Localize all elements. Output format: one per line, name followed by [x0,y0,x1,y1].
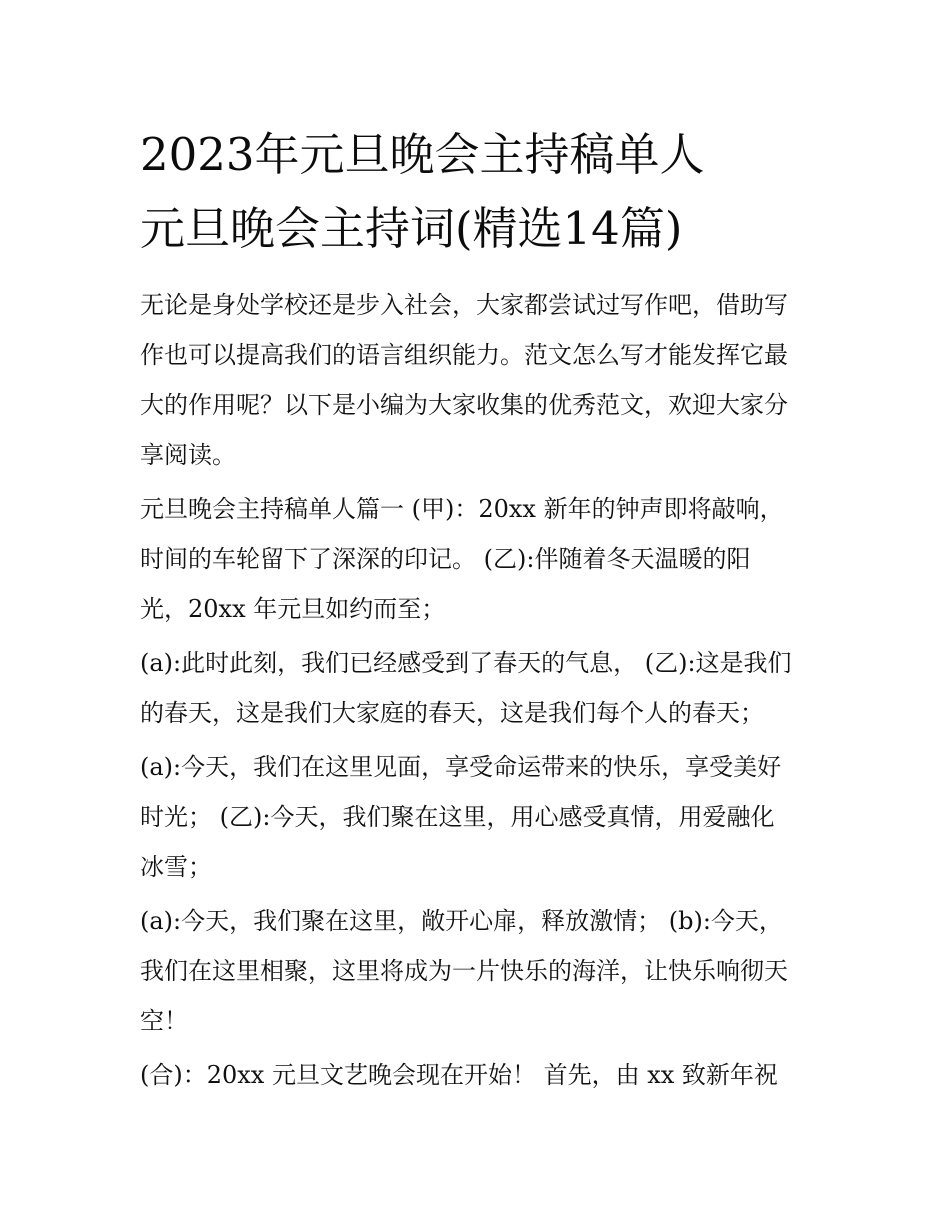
text-line: 享阅读。 [140,441,236,469]
text-line: 空！ [140,1007,188,1035]
paragraph-start [140,1050,820,1100]
paragraph-spring [140,638,820,738]
paragraph-gathering [140,896,820,1046]
title-line-1: 2023年元旦晚会主持稿单人 [140,128,705,181]
paragraph-opening [140,484,820,634]
text-line: (a):今天，我们在这里见面，享受命运带来的快乐，享受美好 [140,753,782,781]
paragraph-meeting [140,742,820,892]
document-title [140,118,830,266]
text-line: 作也可以提高我们的语言组织能力。范文怎么写才能发挥它最 [140,341,788,369]
document-body [140,280,820,1104]
paragraph-intro [140,280,820,480]
text-line: 光，20xx 年元旦如约而至； [140,595,446,623]
text-line: 无论是身处学校还是步入社会，大家都尝试过写作吧，借助写 [140,291,788,319]
text-line: 我们在这里相聚，这里将成为一片快乐的海洋，让快乐响彻天 [140,957,788,985]
text-line: (a):此时此刻，我们已经感受到了春天的气息， (乙):这是我们 [140,649,792,677]
text-line: 的春天，这是我们大家庭的春天，这是我们每个人的春天； [140,699,764,727]
text-line: 冰雪； [140,853,212,881]
text-line: 时间的车轮留下了深深的印记。 (乙):伴随着冬天温暖的阳 [140,545,751,573]
text-line: 元旦晚会主持稿单人篇一 (甲)：20xx 新年的钟声即将敲响， [140,495,784,523]
title-line-2: 元旦晚会主持词(精选14篇) [140,202,683,255]
text-line: 大的作用呢？以下是小编为大家收集的优秀范文，欢迎大家分 [140,391,788,419]
text-line: (合)：20xx 元旦文艺晚会现在开始！ 首先，由 xx 致新年祝 [140,1061,778,1089]
text-line: 时光； (乙):今天，我们聚在这里，用心感受真情，用爱融化 [140,803,775,831]
text-line: (a):今天，我们聚在这里，敞开心扉，释放激情； (b):今天， [140,907,783,935]
